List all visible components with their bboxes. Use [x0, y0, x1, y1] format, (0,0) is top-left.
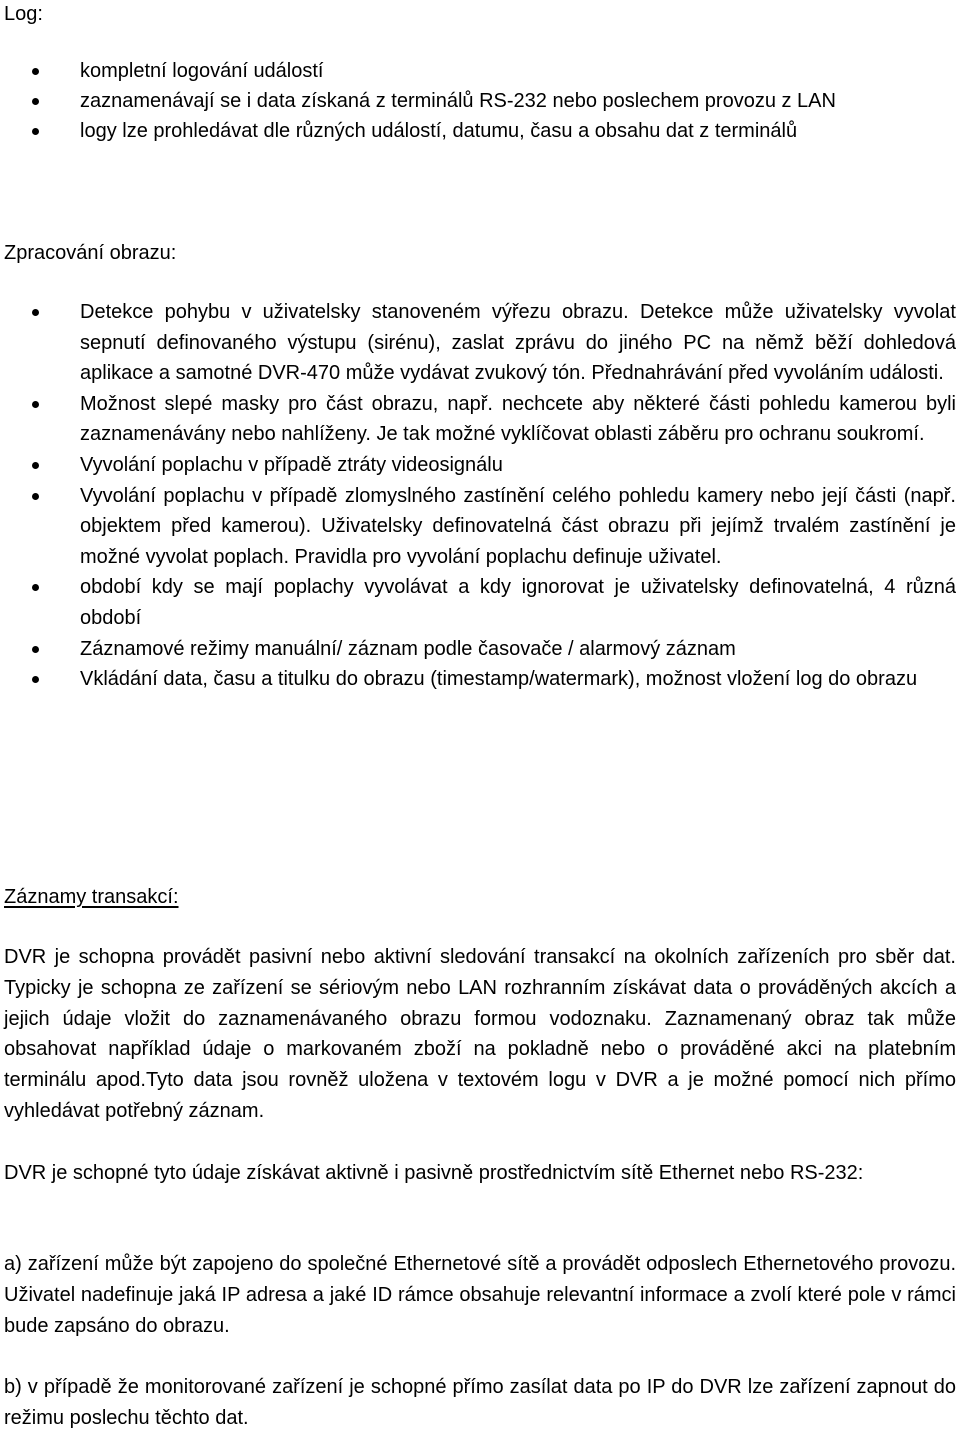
- list-item: [0, 572, 960, 633]
- transactions-paragraph-1: DVR je schopna provádět pasivní nebo aktivní sledování transakcí na okolních zařízeních pro sběr dat. Typicky je schopna ze zařízení se sériovým nebo LAN rozhranním získávat data o prováděných akcích a jejich údaje vložit do zaznamenávaného obrazu formou vodoznaku. Zaznamenaný obraz tak může obsahovat například údaje o markovaném zboží na pokladně nebo o prováděné akci na platebním terminálu apod.Tyto data jsou rovněž uložena v textovém logu v DVR a je možné pomocí nich přímo vyhledávat potřebný záznam.: [4, 946, 956, 1122]
- list-item-text: Detekce pohybu v uživatelsky stanoveném výřezu obrazu. Detekce může uživatelsky vyvolat sepnutí definovaného výstupu (sirénu), zaslat zprávu do jiného PC na němž běží dohledová aplikace a samotné DVR-470 může vydávat zvukový tón. Přednahrávání před vyvoláním události.: [80, 301, 956, 385]
- list-item-text: logy lze prohledávat dle různých událostí, datumu, času a obsahu dat z terminálů: [80, 120, 798, 142]
- list-item: [0, 450, 960, 481]
- bullet-icon: [32, 68, 39, 75]
- list-item: [0, 116, 960, 146]
- transactions-paragraph-2: DVR je schopné tyto údaje získávat aktivně i pasivně prostřednictvím sítě Ethernet nebo RS-232:: [4, 1162, 864, 1184]
- transactions-paragraph-3: a) zařízení může být zapojeno do společné Ethernetové sítě a provádět odposlech Ethernetového provozu. Uživatel nadefinuje jaká IP adresa a jaké ID rámce obsahuje relevantní informace a zvolí které pole v rámci bude zapsáno do obrazu.: [4, 1253, 956, 1337]
- list-item: [0, 664, 960, 695]
- list-item: [0, 86, 960, 116]
- log-heading: Log:: [4, 3, 43, 25]
- bullet-icon: [32, 676, 39, 683]
- bullet-icon: [32, 98, 39, 105]
- list-item-text: Vyvolání poplachu v případě zlomyslného zastínění celého pohledu kamery nebo její části (např. objektem před kamerou). Uživatelsky definovatelná část obrazu při jejímž trvalém zastínění je možné vyvolat poplach. Pravidla pro vyvolání poplachu definuje uživatel.: [80, 484, 956, 568]
- list-item: [0, 56, 960, 86]
- list-item-text: Vyvolání poplachu v případě ztráty videosignálu: [80, 453, 503, 476]
- list-item: [0, 297, 960, 389]
- list-item-text: Možnost slepé masky pro část obrazu, např. nechcete aby některé části pohledu kamerou byli zaznamenávány nebo nahlíženy. Je tak možné vyklíčovat oblasti záběru pro ochranu soukromí.: [80, 392, 956, 446]
- bullet-icon: [32, 584, 39, 591]
- list-item: [0, 481, 960, 573]
- log-list: [0, 56, 960, 146]
- bullet-icon: [32, 462, 39, 469]
- image-processing-list: [0, 297, 960, 695]
- image-processing-heading: Zpracování obrazu:: [4, 242, 177, 264]
- list-item: [0, 634, 960, 665]
- transactions-heading: Záznamy transakcí:: [4, 886, 179, 908]
- list-item-text: kompletní logování událostí: [80, 60, 324, 82]
- bullet-icon: [32, 646, 39, 653]
- list-item-text: Vkládání data, času a titulku do obrazu (timestamp/watermark), možnost vložení log do obrazu: [80, 668, 918, 691]
- list-item-text: Záznamové režimy manuální/ záznam podle časovače / alarmový záznam: [80, 637, 736, 660]
- list-item-text: období kdy se mají poplachy vyvolávat a kdy ignorovat je uživatelsky definovatelná, 4 různá období: [80, 576, 956, 629]
- bullet-icon: [32, 309, 39, 316]
- bullet-icon: [32, 401, 39, 408]
- bullet-icon: [32, 493, 39, 500]
- transactions-paragraph-4: b) v případě že monitorované zařízení je schopné přímo zasílat data po IP do DVR lze zařízení zapnout do režimu poslechu těchto dat.: [4, 1376, 956, 1429]
- list-item-text: zaznamenávají se i data získaná z terminálů RS-232 nebo poslechem provozu z LAN: [80, 90, 836, 112]
- bullet-icon: [32, 128, 39, 135]
- list-item: [0, 389, 960, 450]
